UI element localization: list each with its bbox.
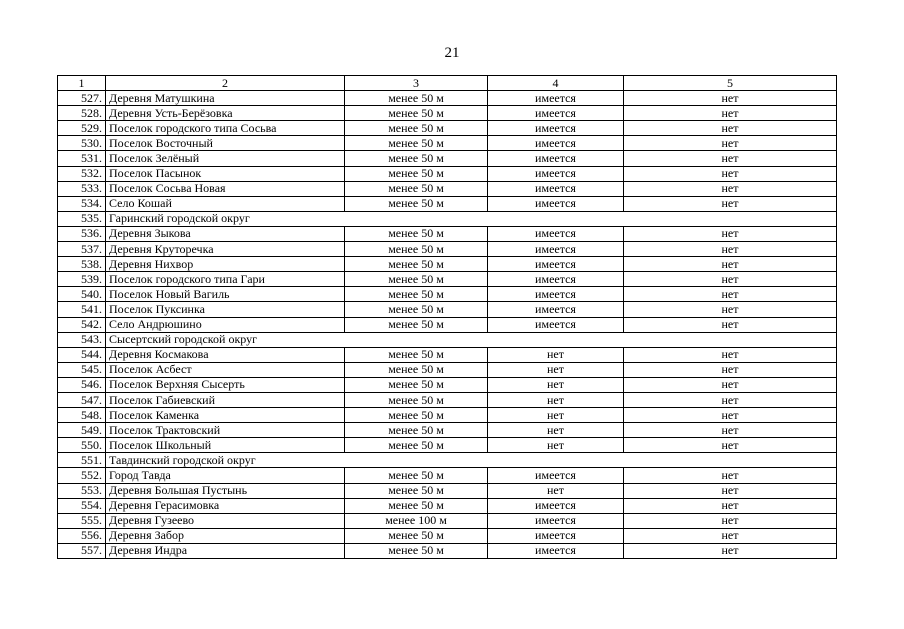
row-number: 542. [58,317,106,332]
column-5-cell: нет [624,196,837,211]
distance-cell: менее 50 м [345,242,488,257]
row-number: 556. [58,528,106,543]
column-5-cell: нет [624,106,837,121]
row-number: 553. [58,483,106,498]
table-row [58,181,837,196]
row-number: 532. [58,166,106,181]
column-4-cell: имеется [488,543,624,558]
row-number: 541. [58,302,106,317]
column-4-cell: имеется [488,498,624,513]
row-number: 534. [58,196,106,211]
distance-cell: менее 50 м [345,392,488,407]
column-5-cell: нет [624,136,837,151]
table-row [58,257,837,272]
column-5-cell: нет [624,91,837,106]
table-row [58,528,837,543]
settlement-name: Город Тавда [106,468,345,483]
distance-cell: менее 50 м [345,287,488,302]
distance-cell: менее 50 м [345,166,488,181]
column-4-cell: нет [488,347,624,362]
settlement-name: Село Кошай [106,196,345,211]
row-number: 538. [58,257,106,272]
column-4-cell: имеется [488,181,624,196]
settlement-name: Поселок Зелёный [106,151,345,166]
distance-cell: менее 50 м [345,438,488,453]
settlement-name: Деревня Усть-Берёзовка [106,106,345,121]
settlement-name: Поселок городского типа Сосьва [106,121,345,136]
table-row [58,408,837,423]
distance-cell: менее 50 м [345,528,488,543]
column-5-cell: нет [624,528,837,543]
distance-cell: менее 50 м [345,181,488,196]
settlements-table [57,75,837,559]
distance-cell: менее 50 м [345,91,488,106]
column-4-cell: имеется [488,272,624,287]
distance-cell: менее 50 м [345,347,488,362]
column-4-cell: нет [488,408,624,423]
row-number: 545. [58,362,106,377]
distance-cell: менее 50 м [345,483,488,498]
column-4-cell: имеется [488,468,624,483]
row-number: 536. [58,226,106,241]
settlement-name: Поселок Верхняя Сысерть [106,377,345,392]
column-5-cell: нет [624,226,837,241]
column-4-cell: нет [488,392,624,407]
settlement-name: Деревня Круторечка [106,242,345,257]
row-number: 528. [58,106,106,121]
column-4-cell: имеется [488,317,624,332]
table-row [58,226,837,241]
column-4-cell: имеется [488,106,624,121]
table-row [58,136,837,151]
column-header-4: 4 [488,76,624,91]
table-row [58,121,837,136]
column-header-1: 1 [58,76,106,91]
column-4-cell: имеется [488,91,624,106]
column-5-cell: нет [624,121,837,136]
row-number: 557. [58,543,106,558]
row-number: 552. [58,468,106,483]
distance-cell: менее 50 м [345,136,488,151]
settlement-name: Поселок Восточный [106,136,345,151]
settlement-name: Село Андрюшино [106,317,345,332]
row-number: 539. [58,272,106,287]
table-row [58,242,837,257]
row-number: 537. [58,242,106,257]
table-row [58,498,837,513]
column-4-cell: имеется [488,242,624,257]
row-number: 530. [58,136,106,151]
row-number: 535. [58,211,106,226]
column-5-cell: нет [624,287,837,302]
distance-cell: менее 50 м [345,272,488,287]
row-number: 544. [58,347,106,362]
row-number: 529. [58,121,106,136]
row-number: 555. [58,513,106,528]
distance-cell: менее 50 м [345,121,488,136]
settlement-name: Деревня Нихвор [106,257,345,272]
column-5-cell: нет [624,272,837,287]
page-number: 21 [444,45,460,61]
region-name: Тавдинский городской округ [106,453,837,468]
distance-cell: менее 50 м [345,302,488,317]
column-5-cell: нет [624,377,837,392]
column-5-cell: нет [624,483,837,498]
column-4-cell: имеется [488,226,624,241]
settlement-name: Деревня Матушкина [106,91,345,106]
column-header-2: 2 [106,76,345,91]
distance-cell: менее 50 м [345,257,488,272]
row-number: 543. [58,332,106,347]
table-row [58,91,837,106]
column-4-cell: имеется [488,302,624,317]
column-5-cell: нет [624,347,837,362]
distance-cell: менее 50 м [345,151,488,166]
table-row [58,272,837,287]
column-5-cell: нет [624,392,837,407]
column-4-cell: имеется [488,513,624,528]
distance-cell: менее 50 м [345,423,488,438]
row-number: 546. [58,377,106,392]
row-number: 549. [58,423,106,438]
row-number: 554. [58,498,106,513]
column-header-5: 5 [624,76,837,91]
table-row [58,423,837,438]
settlement-name: Поселок Сосьва Новая [106,181,345,196]
distance-cell: менее 50 м [345,408,488,423]
region-name: Сысертский городской округ [106,332,837,347]
column-4-cell: имеется [488,257,624,272]
column-5-cell: нет [624,317,837,332]
column-5-cell: нет [624,181,837,196]
column-5-cell: нет [624,242,837,257]
row-number: 547. [58,392,106,407]
settlement-name: Поселок Новый Вагиль [106,287,345,302]
distance-cell: менее 50 м [345,226,488,241]
column-4-cell: имеется [488,166,624,181]
table-row [58,317,837,332]
distance-cell: менее 50 м [345,362,488,377]
column-4-cell: имеется [488,196,624,211]
settlement-name: Деревня Космакова [106,347,345,362]
column-5-cell: нет [624,257,837,272]
region-row [58,453,837,468]
distance-cell: менее 50 м [345,106,488,121]
table-row [58,392,837,407]
row-number: 540. [58,287,106,302]
table-row [58,513,837,528]
table-row [58,543,837,558]
distance-cell: менее 50 м [345,377,488,392]
region-row [58,332,837,347]
column-4-cell: имеется [488,121,624,136]
column-5-cell: нет [624,151,837,166]
settlement-name: Деревня Гузеево [106,513,345,528]
table-row [58,377,837,392]
table-row [58,347,837,362]
column-4-cell: нет [488,438,624,453]
settlement-name: Поселок городского типа Гари [106,272,345,287]
settlement-name: Деревня Забор [106,528,345,543]
table-body [58,76,837,559]
table-row [58,302,837,317]
table-row [58,483,837,498]
column-4-cell: имеется [488,151,624,166]
settlement-name: Поселок Асбест [106,362,345,377]
row-number: 548. [58,408,106,423]
column-4-cell: нет [488,423,624,438]
distance-cell: менее 100 м [345,513,488,528]
distance-cell: менее 50 м [345,317,488,332]
column-5-cell: нет [624,362,837,377]
distance-cell: менее 50 м [345,196,488,211]
distance-cell: менее 50 м [345,498,488,513]
row-number: 527. [58,91,106,106]
row-number: 550. [58,438,106,453]
distance-cell: менее 50 м [345,543,488,558]
settlement-name: Деревня Индра [106,543,345,558]
column-4-cell: нет [488,362,624,377]
settlement-name: Поселок Габиевский [106,392,345,407]
row-number: 531. [58,151,106,166]
column-4-cell: имеется [488,287,624,302]
table-header-row [58,76,837,91]
distance-cell: менее 50 м [345,468,488,483]
column-5-cell: нет [624,498,837,513]
region-row [58,211,837,226]
settlement-name: Деревня Герасимовка [106,498,345,513]
column-5-cell: нет [624,543,837,558]
column-5-cell: нет [624,468,837,483]
settlement-name: Поселок Пуксинка [106,302,345,317]
table-row [58,106,837,121]
row-number: 551. [58,453,106,468]
row-number: 533. [58,181,106,196]
settlement-name: Поселок Пасынок [106,166,345,181]
column-5-cell: нет [624,513,837,528]
table-row [58,151,837,166]
table-row [58,196,837,211]
column-5-cell: нет [624,438,837,453]
table-row [58,468,837,483]
column-4-cell: имеется [488,528,624,543]
settlement-name: Деревня Большая Пустынь [106,483,345,498]
table-row [58,166,837,181]
table-row [58,362,837,377]
region-name: Гаринский городской округ [106,211,837,226]
column-5-cell: нет [624,166,837,181]
settlement-name: Поселок Каменка [106,408,345,423]
table-row [58,438,837,453]
column-5-cell: нет [624,302,837,317]
column-header-3: 3 [345,76,488,91]
column-5-cell: нет [624,408,837,423]
settlement-name: Поселок Трактовский [106,423,345,438]
settlement-name: Деревня Зыкова [106,226,345,241]
settlement-name: Поселок Школьный [106,438,345,453]
column-4-cell: нет [488,483,624,498]
column-5-cell: нет [624,423,837,438]
column-4-cell: нет [488,377,624,392]
table-row [58,287,837,302]
column-4-cell: имеется [488,136,624,151]
